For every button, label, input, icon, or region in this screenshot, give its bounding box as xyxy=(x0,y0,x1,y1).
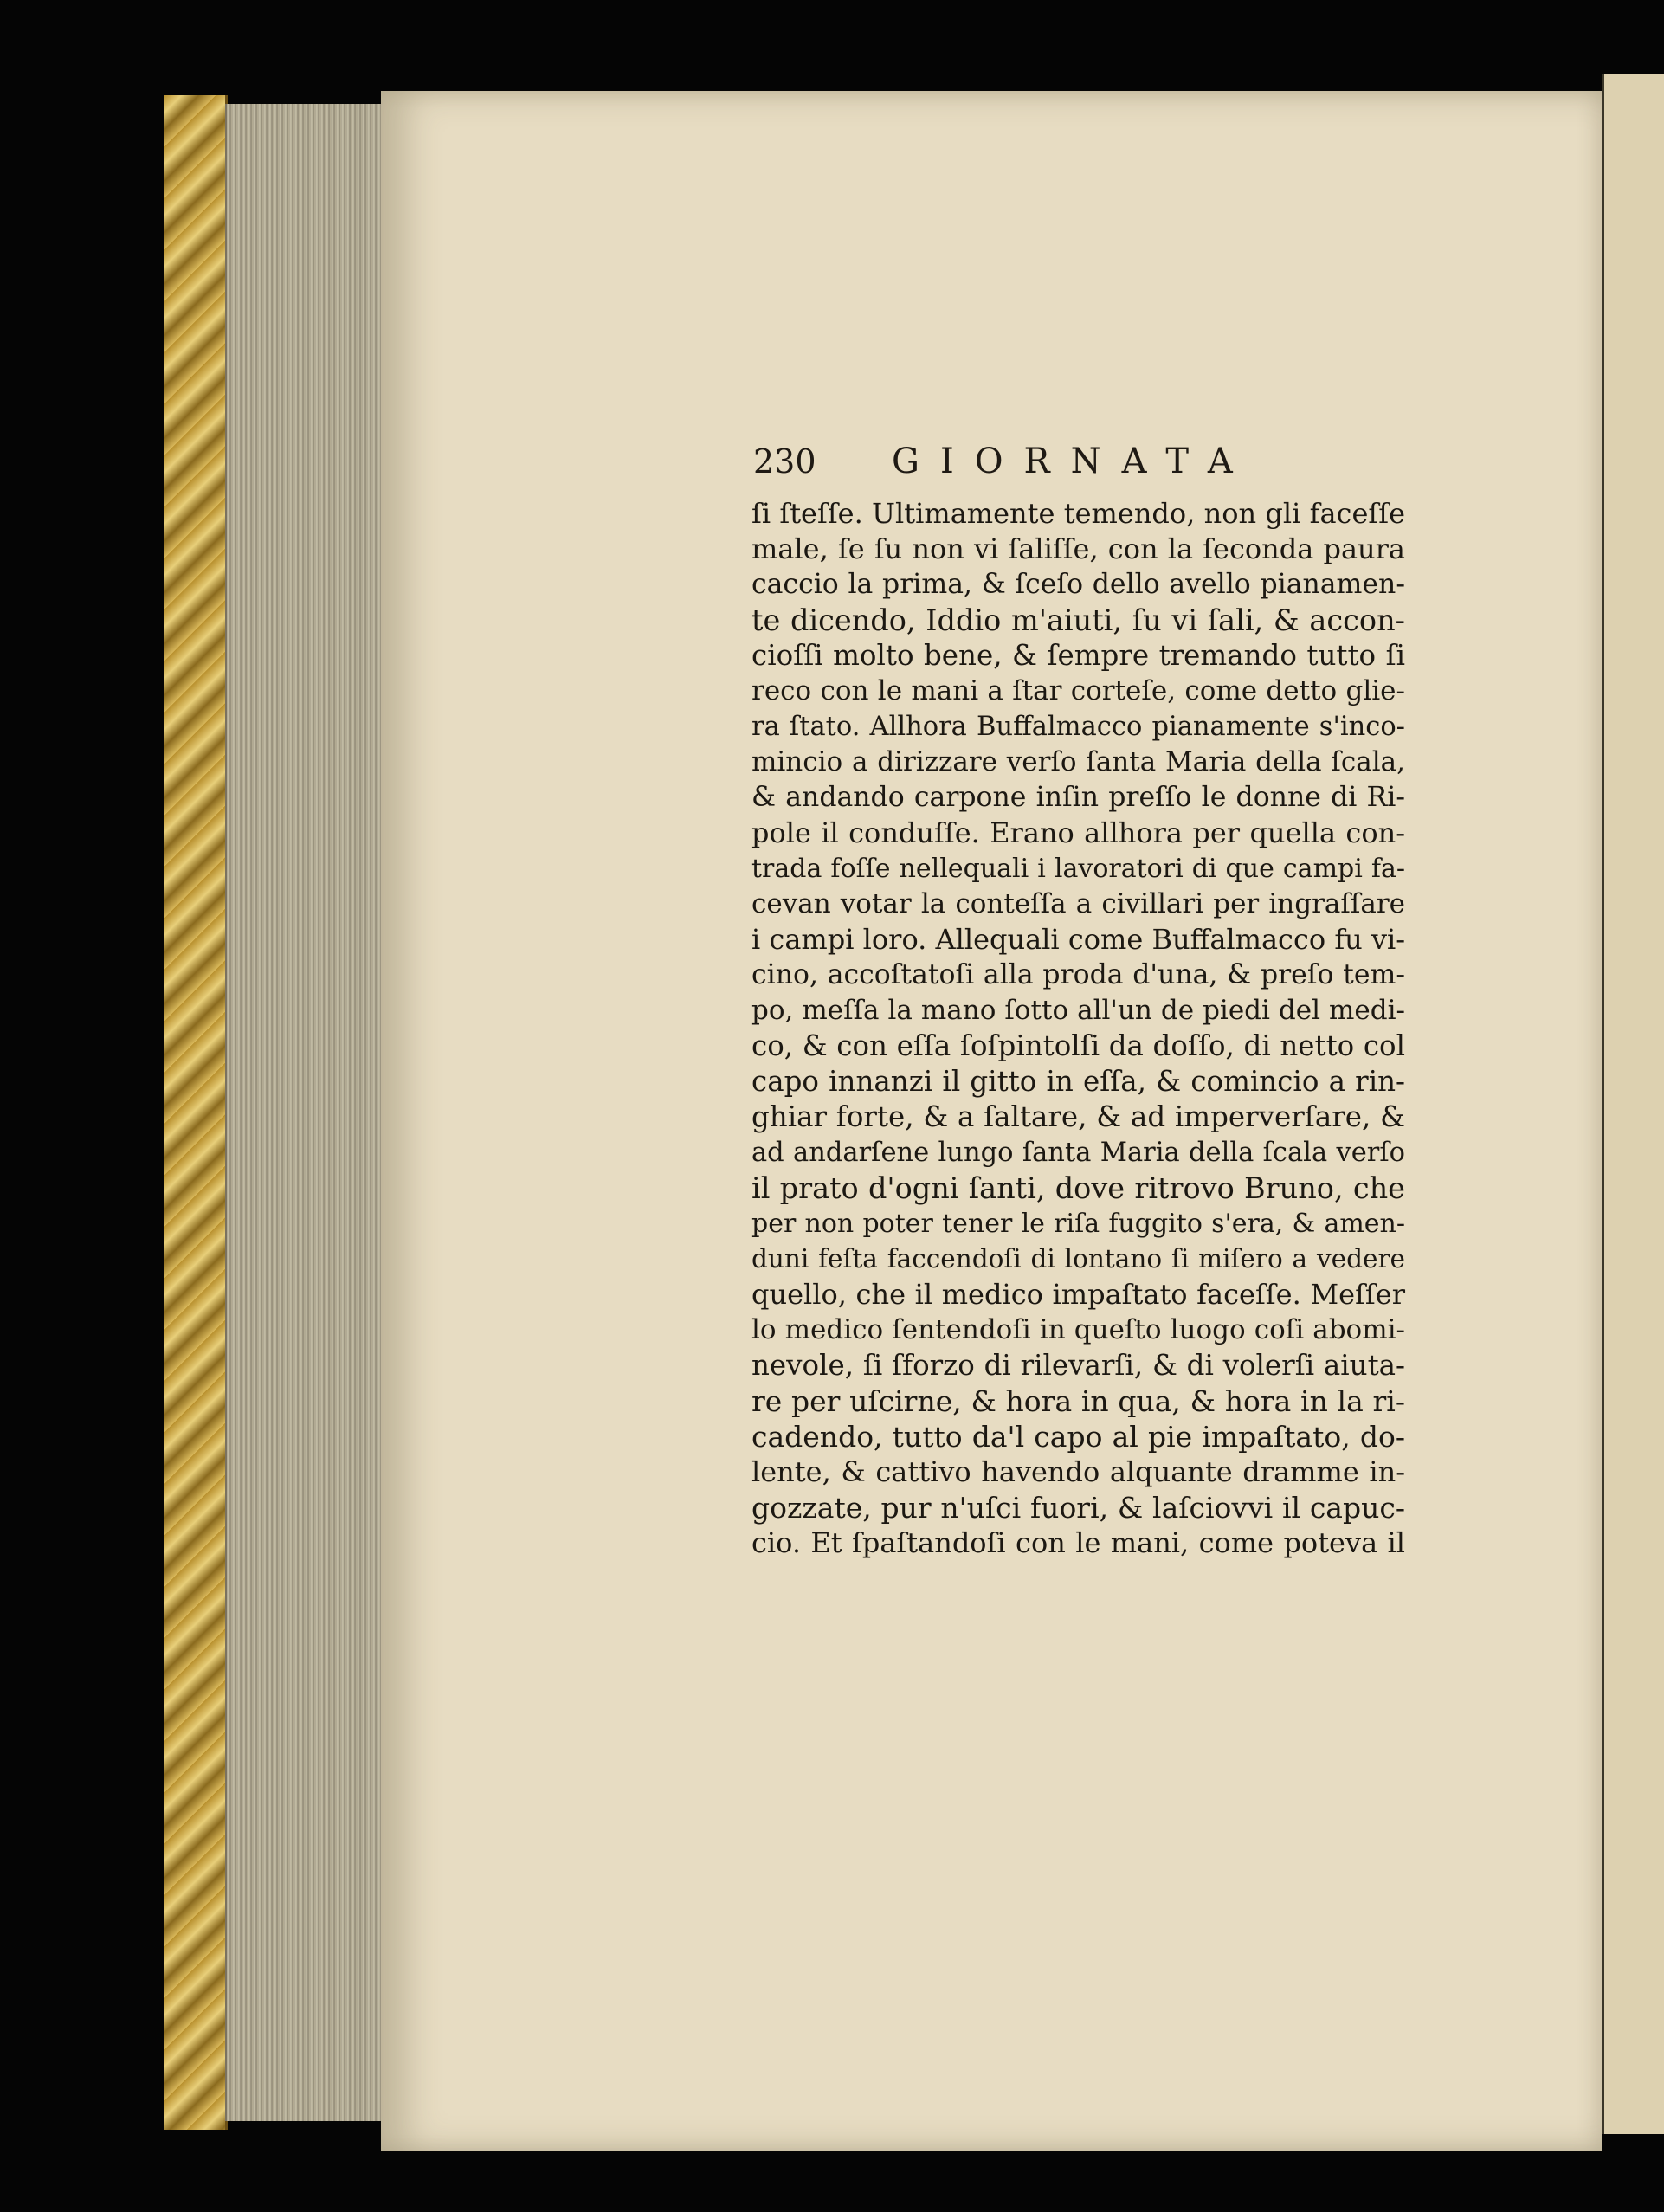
text-line: trada foſſe nellequali i lavoratori di que campi fa- xyxy=(751,854,1405,884)
text-line: co, & con eſſa ſoſpintolſi da doſſo, di netto col xyxy=(751,1029,1405,1062)
text-line: ghiar forte, & a ſaltare, & ad imperverſare, & xyxy=(751,1100,1405,1133)
text-line: cevan votar la conteſſa a civillari per ingraſſare xyxy=(751,888,1405,919)
text-line: re per uſcirne, & hora in qua, & hora in la ri- xyxy=(751,1384,1405,1418)
facing-page-edge xyxy=(1602,74,1664,2134)
text-line: il prato d'ogni ſanti, dove ritrovo Bruno, che xyxy=(751,1171,1405,1205)
text-line: nevole, ſi ſforzo di rilevarſi, & di volerſi aiuta- xyxy=(751,1349,1405,1382)
text-line: lente, & cattivo havendo alquante dramme in- xyxy=(751,1455,1405,1488)
text-line: ſi ſteſſe. Ultimamente temendo, non gli faceſſe xyxy=(751,497,1405,530)
text-line: ra ſtato. Allhora Buffalmacco pianamente s'inco- xyxy=(751,712,1405,742)
gilt-spine-edge xyxy=(164,95,228,2130)
running-head xyxy=(753,437,1254,486)
text-line: duni feſta faccendoſi di lontano ſi miſero a vedere xyxy=(751,1244,1405,1274)
running-head-title: GIORNATA xyxy=(892,442,1254,481)
text-line: caccio la prima, & ſceſo dello avello pianamen- xyxy=(751,569,1405,600)
text-line: mincio a dirizzare verſo ſanta Maria della ſcala, xyxy=(751,746,1405,777)
text-line: quello, che il medico impaſtato faceſſe. Meſſer xyxy=(751,1278,1405,1311)
text-line: male, ſe ſu non vi ſaliſſe, con la ſeconda paura xyxy=(751,532,1405,565)
text-line: cioſſi molto bene, & ſempre tremando tutto ſi xyxy=(751,639,1405,672)
text-line: cio. Et ſpaſtandoſi con le mani, come poteva il xyxy=(751,1526,1405,1559)
text-line: te dicendo, Iddio m'aiuti, ſu vi ſali, & accon- xyxy=(751,603,1405,637)
body-text xyxy=(751,496,1405,1587)
text-line: cadendo, tutto da'l capo al pie impaſtato, do- xyxy=(751,1420,1405,1454)
text-line: reco con le mani a ſtar corteſe, come detto glie- xyxy=(751,675,1405,706)
text-line: pole il conduſſe. Erano allhora per quella con- xyxy=(751,816,1405,849)
text-line: & andando carpone inſin preſſo le donne di Ri- xyxy=(751,782,1405,813)
text-line: per non poter tener le riſa fuggito s'era, & amen- xyxy=(751,1209,1405,1239)
text-line: ad andarſene lungo ſanta Maria della ſcala verſo xyxy=(751,1138,1405,1168)
page-number: 230 xyxy=(753,442,816,480)
text-line: po, meſſa la mano ſotto all'un de piedi del medi- xyxy=(751,995,1405,1026)
text-line: lo medico ſentendoſi in queſto luogo coſi abomi- xyxy=(751,1314,1405,1345)
text-line: cino, accoſtatoſi alla proda d'una, & preſo tem- xyxy=(751,959,1405,990)
page-edges-stack xyxy=(225,104,383,2121)
text-line: gozzate, pur n'uſci fuori, & laſciovvi il capuc- xyxy=(751,1491,1405,1525)
text-line: capo innanzi il gitto in eſſa, & comincio a rin- xyxy=(751,1065,1405,1098)
text-line: i campi loro. Allequali come Buffalmacco fu vi- xyxy=(751,923,1406,956)
